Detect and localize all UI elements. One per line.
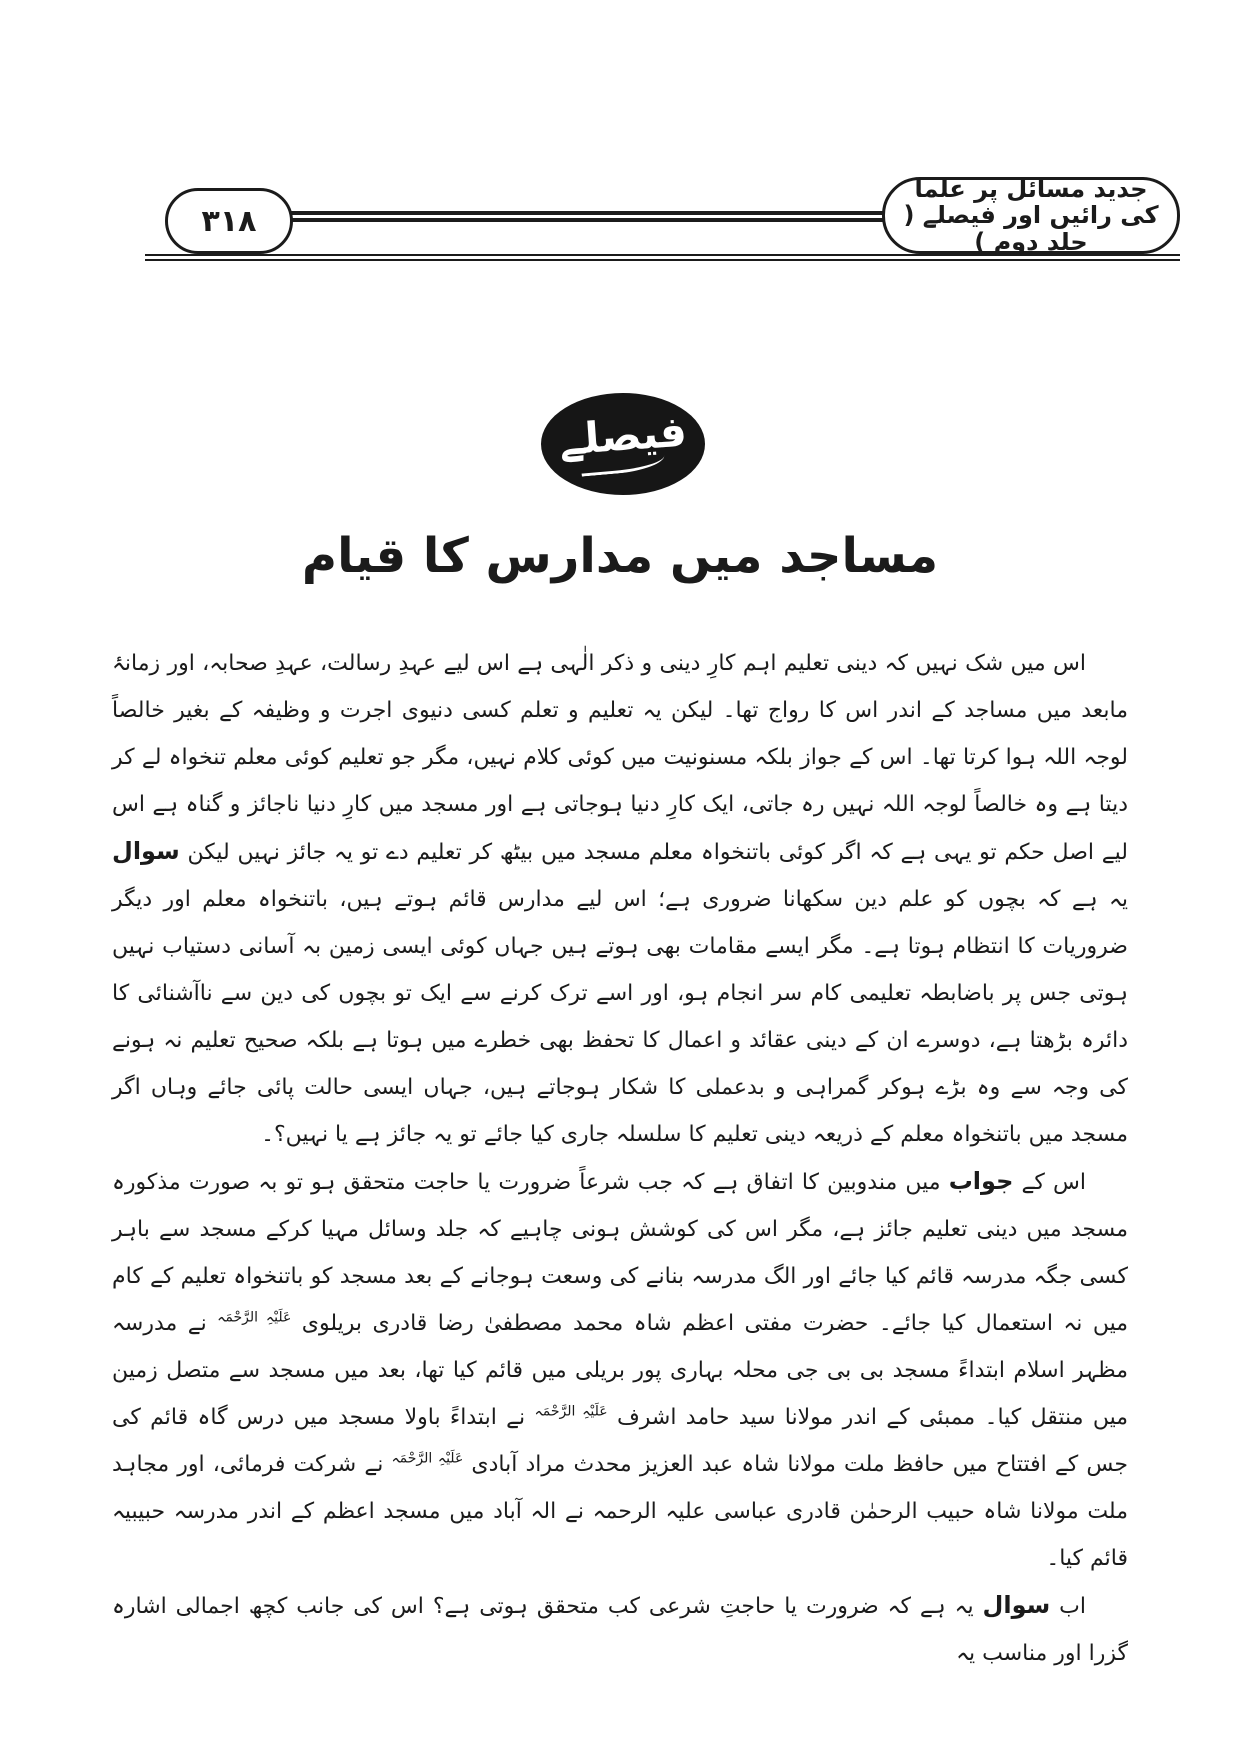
paragraph (112, 640, 1128, 1158)
emphasis-word: جواب (948, 1167, 1014, 1195)
text-run: میں مندوبین کا اتفاق ہے کہ جب شرعاً ضرورت یا حاجت متحقق ہو تو بہ صورت مذکورہ مسجد میں دینی تعلیم جائز ہے، مگر اس کی کوشش ہونی چاہیے کہ جلد وسائل مہیا کرکے مسجد سے باہر کسی جگہ مدرسہ قائم کیا جائے اور الگ مدرسہ بنانے کی وسعت ہوجانے کے بعد مسجد کو باتنخواہ تعلیم کے کام میں نہ استعمال کیا جائے۔ حضرت مفتی اعظم شاہ محمد مصطفیٰ رضا قادری بریلوی (112, 1170, 1129, 1336)
text-run: نے شرکت فرمائی، اور مجاہد ملت مولانا شاہ حبیب الرحمٰن قادری عباسی علیہ الرحمہ نے الہ آباد میں مسجد اعظم کے اندر مدرسہ حبیبیہ قائم کیا۔ (112, 1452, 1128, 1571)
text-run: نے مدرسہ مظہر اسلام ابتداءً مسجد بی بی جی محلہ بہاری پور بریلی میں قائم کیا تھا، بعد میں مسجد سے متصل زمین میں منتقل کیا۔ ممبئی کے اندر مولانا سید حامد اشرف (112, 1311, 1128, 1430)
text-run: یہ ہے کہ بچوں کو علم دین سکھانا ضروری ہے؛ اس لیے مدارس قائم ہوتے ہیں، باتنخواہ معلم اور دیگر ضروریات کا انتظام ہوتا ہے۔ مگر ایسے مقامات بھی ہوتے ہیں جہاں کوئی ایسی زمین بہ آسانی دستیاب نہیں ہوتی جس پر باضابطہ تعلیمی کام سر انجام ہو، اور اسے ترک کرنے سے ایک تو بچوں کی دین سے ناآشنائی کا دائرہ بڑھتا ہے، دوسرے ان کے دینی عقائد و اعمال کا تحفظ بھی خطرے میں ہوتا ہے بلکہ صحیح تعلیم نہ ہونے کی وجہ سے وہ بڑے ہوکر گمراہی و بدعملی کا شکار ہوجاتے ہیں، جہاں ایسی حالت پائی جائے وہاں اگر مسجد میں باتنخواہ معلم کے ذریعہ دینی تعلیم کا سلسلہ جاری کیا جائے تو یہ جائز ہے یا نہیں؟۔ (112, 887, 1128, 1147)
emphasis-word: سوال (982, 1591, 1051, 1619)
text-run: اس کے (1013, 1170, 1086, 1195)
section-badge (541, 393, 705, 495)
honorific-mark: عَلَیْہِ الرَّحْمَہ (391, 1450, 464, 1467)
page-header (0, 0, 1240, 270)
emphasis-word: سوال (112, 837, 180, 865)
text-run: اب (1050, 1594, 1086, 1619)
chapter-title: مساجد میں مدارس کا قیام (301, 528, 939, 584)
paragraph (112, 1582, 1128, 1677)
paragraph (112, 1158, 1128, 1582)
header-connector-rule (290, 211, 886, 222)
page-number-pill (165, 188, 293, 254)
book-title-pill (882, 174, 1180, 256)
honorific-mark: عَلَیْہِ الرَّحْمَہ (217, 1309, 292, 1326)
text-run: نے ابتداءً باولا مسجد میں درس گاہ قائم کی جس کے افتتاح میں حافظ ملت مولانا شاہ عبد العزیز محدث مراد آبادی (112, 1405, 1128, 1477)
section-badge-label: فیصلے (557, 406, 689, 465)
body-text (112, 640, 1128, 1677)
text-run: یہ ہے کہ ضرورت یا حاجتِ شرعی کب متحقق ہوتی ہے؟ اس کی جانب کچھ اجمالی اشارہ گزرا اور مناسب یہ (112, 1594, 1128, 1666)
book-title: جدید مسائل پر علما کی رائیں اور فیصلے ( جلد دوم ) (903, 174, 1159, 256)
text-run: اس میں شک نہیں کہ دینی تعلیم اہم کارِ دینی و ذکر الٰہی ہے اس لیے عہدِ رسالت، عہدِ صحابہ، اور زمانۂ مابعد میں مساجد کے اندر اس کا رواج تھا۔ لیکن یہ تعلیم و تعلم کسی دنیوی اجرت و وظیفہ کے بغیر خالصاً لوجہ اللہ ہوا کرتا تھا۔ اس کے جواز بلکہ مسنونیت میں کوئی کلام نہیں، مگر جو تعلیم کوئی معلم تنخواہ لے کر دیتا ہے وہ خالصاً لوجہ اللہ نہیں رہ جاتی، ایک کارِ دنیا ہوجاتی ہے اور مسجد میں کارِ دنیا ناجائز و گناہ ہے اس لیے اصل حکم تو یہی ہے کہ اگر کوئی باتنخواہ معلم مسجد میں بیٹھ کر تعلیم دے تو یہ جائز نہیں لیکن (112, 651, 1128, 865)
page-number: ۳۱۸ (201, 203, 257, 239)
honorific-mark: عَلَیْہِ الرَّحْمَہ (534, 1403, 608, 1420)
